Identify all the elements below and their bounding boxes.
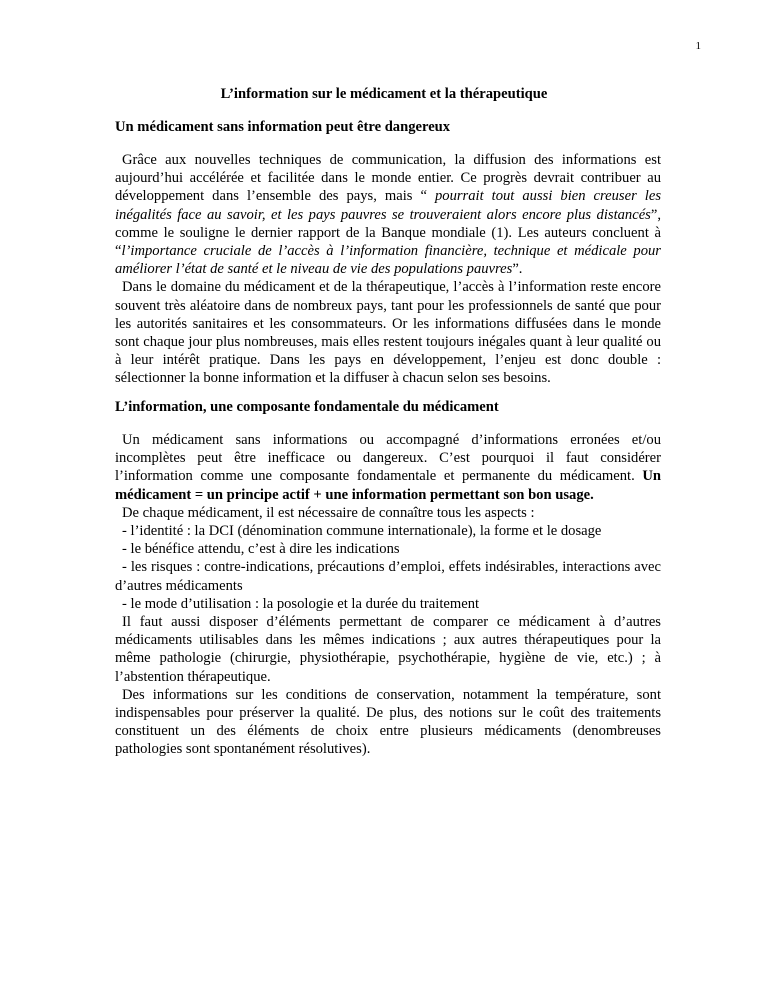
paragraph-text: ”.	[512, 261, 523, 278]
paragraph	[115, 151, 661, 278]
document-title: L’information sur le médicament et la thérapeutique	[220, 86, 548, 102]
list-item: - les risques : contre-indications, précautions d’emploi, effets indésirables, interactions avec d’autres médicaments	[115, 559, 661, 594]
paragraph-text: Un médicament sans informations ou accompagné d’informations erronées et/ou incomplètes peut être inefficace ou dangereux. C’est pourquoi il faut considérer l’information comme une composante fondamentale et permanente du médicament.	[115, 432, 661, 485]
list-item: - le bénéfice attendu, c’est à dire les indications	[122, 541, 400, 558]
paragraph: Dans le domaine du médicament et de la thérapeutique, l’accès à l’information reste encore souvent très aléatoire dans de nombreux pays, tant pour les professionnels de santé que pour les autorités sanitaires et les consommateurs. Or les informations diffusées dans le monde sont chaque jour plus nombreuses, mais elles restent toujours inégales quant à leur qualité ou à leur intérêt pratique. Dans les pays en développement, l’enjeu est donc double : sélectionner la bonne information et la diffuser à chacun selon ses besoins.	[115, 279, 661, 387]
section-heading-1: Un médicament sans information peut être dangereux	[115, 119, 451, 135]
section-1-body	[115, 151, 661, 388]
list-item: - l’identité : la DCI (dénomination commune internationale), la forme et le dosage	[122, 523, 602, 540]
section-heading-2: L’information, une composante fondamentale du médicament	[115, 399, 499, 415]
paragraph: Il faut aussi disposer d’éléments permettant de comparer ce médicament à d’autres médicaments utilisables dans les mêmes indications ; aux autres thérapeutiques pour la même pathologie (chirurgie, physiothérapie, psychothérapie, hygiène de vie, etc.) ; à l’abstention thérapeutique.	[115, 614, 661, 685]
key-statement: Un médicament = un principe actif + une information permettant son bon usage.	[115, 468, 662, 503]
paragraph	[115, 431, 661, 504]
quote-text: l’importance cruciale de l’accès à l’information financière, technique et médicale pour améliorer l’état de santé et le niveau de vie des populations pauvres	[115, 243, 661, 278]
paragraph: Des informations sur les conditions de conservation, notamment la température, sont indispensables pour préserver la qualité. De plus, des notions sur le coût des traitements constituent un des éléments de choix entre plusieurs médicaments (denombreuses pathologies sont spontanément résolutives).	[115, 686, 661, 758]
section-2-body	[115, 431, 661, 759]
list-item: - le mode d’utilisation : la posologie et la durée du traitement	[122, 595, 480, 612]
paragraph-text: Grâce aux nouvelles techniques de communication, la diffusion des informations est aujourd’hui accélérée et facilitée dans le monde entier. Ce progrès devrait contribuer au développement dans l’ensemble des pays, mais “	[115, 152, 661, 205]
page-number: 1	[695, 40, 701, 52]
quote-text: pourrait tout aussi bien creuser les inégalités face au savoir, et les pays pauvres se trouveraient alors encore plus distancés	[115, 188, 661, 223]
paragraph: De chaque médicament, il est nécessaire de connaître tous les aspects :	[122, 504, 535, 521]
paragraph-text: ”, comme le souligne le dernier rapport de la Banque mondiale (1). Les auteurs concluent à “	[115, 206, 661, 260]
